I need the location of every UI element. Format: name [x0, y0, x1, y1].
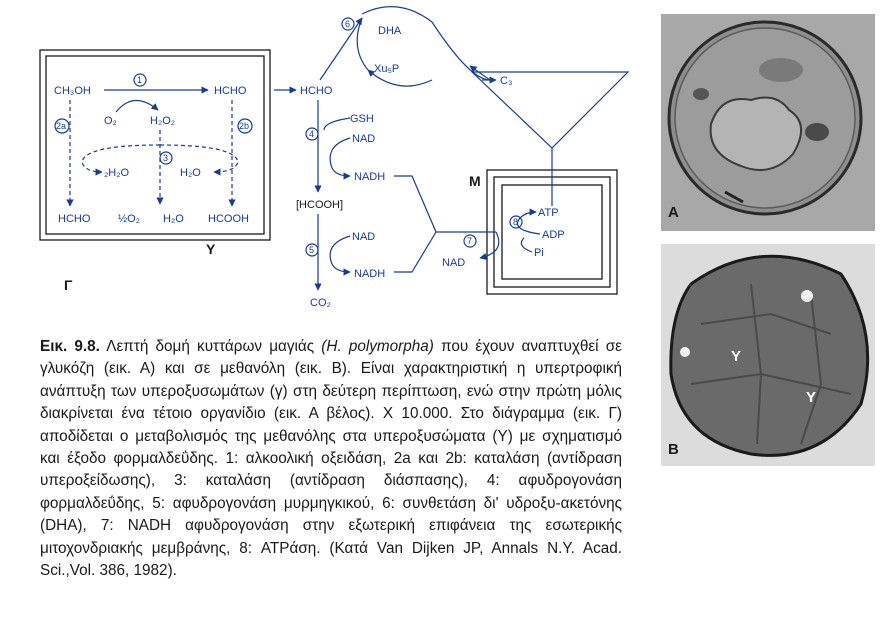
gsh: GSH — [350, 113, 374, 125]
dha-to-c3 — [432, 22, 490, 80]
species-name: (H. polymorpha) — [321, 338, 434, 355]
enzyme-4-num: 4 — [309, 129, 315, 139]
nad-1-arc — [330, 138, 350, 176]
nadh-collector — [394, 176, 436, 272]
cycle-left — [357, 18, 368, 70]
nad-2-arc — [330, 236, 350, 272]
micrograph-a — [661, 14, 875, 231]
hcho-bottom: HCHO — [58, 213, 91, 225]
c3: C₃ — [500, 75, 513, 87]
label-gamma: Γ — [64, 277, 73, 293]
micrograph-b — [661, 244, 875, 466]
two-h2o: ₂H₂O — [104, 167, 130, 179]
enzyme-2a-num: 2a — [56, 121, 67, 131]
to-dha-arrow — [320, 18, 362, 80]
o2-to-h2o2-arrow — [116, 100, 158, 112]
micrograph-a-label: A — [668, 204, 679, 221]
enzyme-6-num: 6 — [345, 19, 351, 29]
micrograph-b-peroxisome-1: Y — [731, 348, 742, 365]
methanol-metabolism-diagram — [0, 0, 650, 330]
label-peroxisome: Υ — [206, 241, 216, 257]
dha-cycle-top — [362, 7, 432, 22]
hcooh: HCOOH — [208, 213, 249, 225]
gsh-arc — [324, 118, 350, 130]
nad-1: NAD — [352, 133, 376, 145]
peroxisome-outer-membrane — [40, 50, 270, 240]
atpase-arc — [518, 212, 541, 234]
h2o2: H₂O₂ — [150, 115, 176, 127]
enzyme-8-num: 8 — [513, 217, 519, 227]
micrograph-a-image — [661, 14, 875, 231]
o2: O₂ — [104, 115, 117, 127]
caption-text-2: που έχουν αναπτυχθεί σε γλυκόζη (εικ. Α) και σε μεθανόλη (εικ. Β). Είναι χαρακτηριστική η υπερτροφική ανάπτυξη των υπεροξυσωμάτων (γ) στη δεύτερη περίπτωση, ενώ στην πρώτη μόλις διακρίνεται ένα τέτοιο οργανίδιο (εικ. Α βέλος). Χ 10.000. Στο διάγραμμα (εικ. Γ) αποδίδεται ο μεταβολισμός της μεθανόλης στα υπεροξυσώματα (Υ) με σχηματισμό και έξοδο φορμαλδεΰδης. 1: αλκοολική οξειδάση, 2a και 2b: καταλάση (αντίδραση υπεροξείδωσης), 3: καταλάση (αντίδραση διάσπασης), 4: αφυδρογονάση φορμαλδεΰδης, 5: αφυδρογονάση μυρμηγκικού, 6: συνθετάση δι' υδροξυ-ακετόνης (DHA), 7: NADH αφυδρογονάση στην εξωτερική επιφάνεια της εσωτερικής μιτοχονδριακής μεμβράνης, 8: ATPάση. (Κατά Van Dijken JP, Annals N.Y. Acad. Sci.,Vol. 386, 1982). — [40, 338, 622, 580]
h2o-right: H₂O — [180, 167, 201, 179]
figure-caption — [40, 336, 622, 582]
micrograph-b-label: B — [668, 441, 679, 458]
label-mitochondrion: Μ — [469, 173, 481, 189]
hcooh-bracket: [HCOOH] — [296, 199, 344, 211]
co2: CO₂ — [310, 297, 331, 309]
peroxisome-inner-membrane — [46, 56, 264, 234]
dha: DHA — [378, 25, 402, 37]
figure-number: Εικ. 9.8. — [40, 338, 100, 355]
atp: ATP — [538, 207, 559, 219]
hcho-outer: HCHO — [300, 85, 333, 97]
nad-out-arrow — [480, 232, 499, 258]
h2o-bottom: H₂O — [163, 213, 184, 225]
xu5p: Xu₅P — [374, 63, 400, 75]
pi: Pi — [534, 247, 544, 259]
nadh-2: NADH — [354, 268, 386, 280]
ch3oh: CH₃OH — [54, 85, 91, 97]
half-o2: ½O₂ — [118, 213, 140, 225]
micrograph-b-peroxisome-2: Y — [806, 389, 817, 406]
nad-2: NAD — [352, 231, 376, 243]
nadh-1: NADH — [354, 171, 386, 183]
enzyme-7-num: 7 — [467, 236, 473, 246]
enzyme-2b-num: 2b — [239, 121, 250, 131]
enzyme-3-num: 3 — [163, 153, 169, 163]
nad-out: NAD — [442, 257, 466, 269]
caption-paragraph — [40, 336, 622, 582]
micrograph-b-image — [661, 244, 875, 466]
atp-funnel — [472, 72, 628, 148]
enzyme-5-num: 5 — [309, 245, 315, 255]
adp: ADP — [542, 229, 565, 241]
hcho-inner: HCHO — [214, 85, 247, 97]
enzyme-1-num: 1 — [137, 75, 143, 85]
pi-arc — [521, 238, 532, 252]
caption-text-1: Λεπτή δομή κυττάρων μαγιάς — [99, 338, 322, 355]
